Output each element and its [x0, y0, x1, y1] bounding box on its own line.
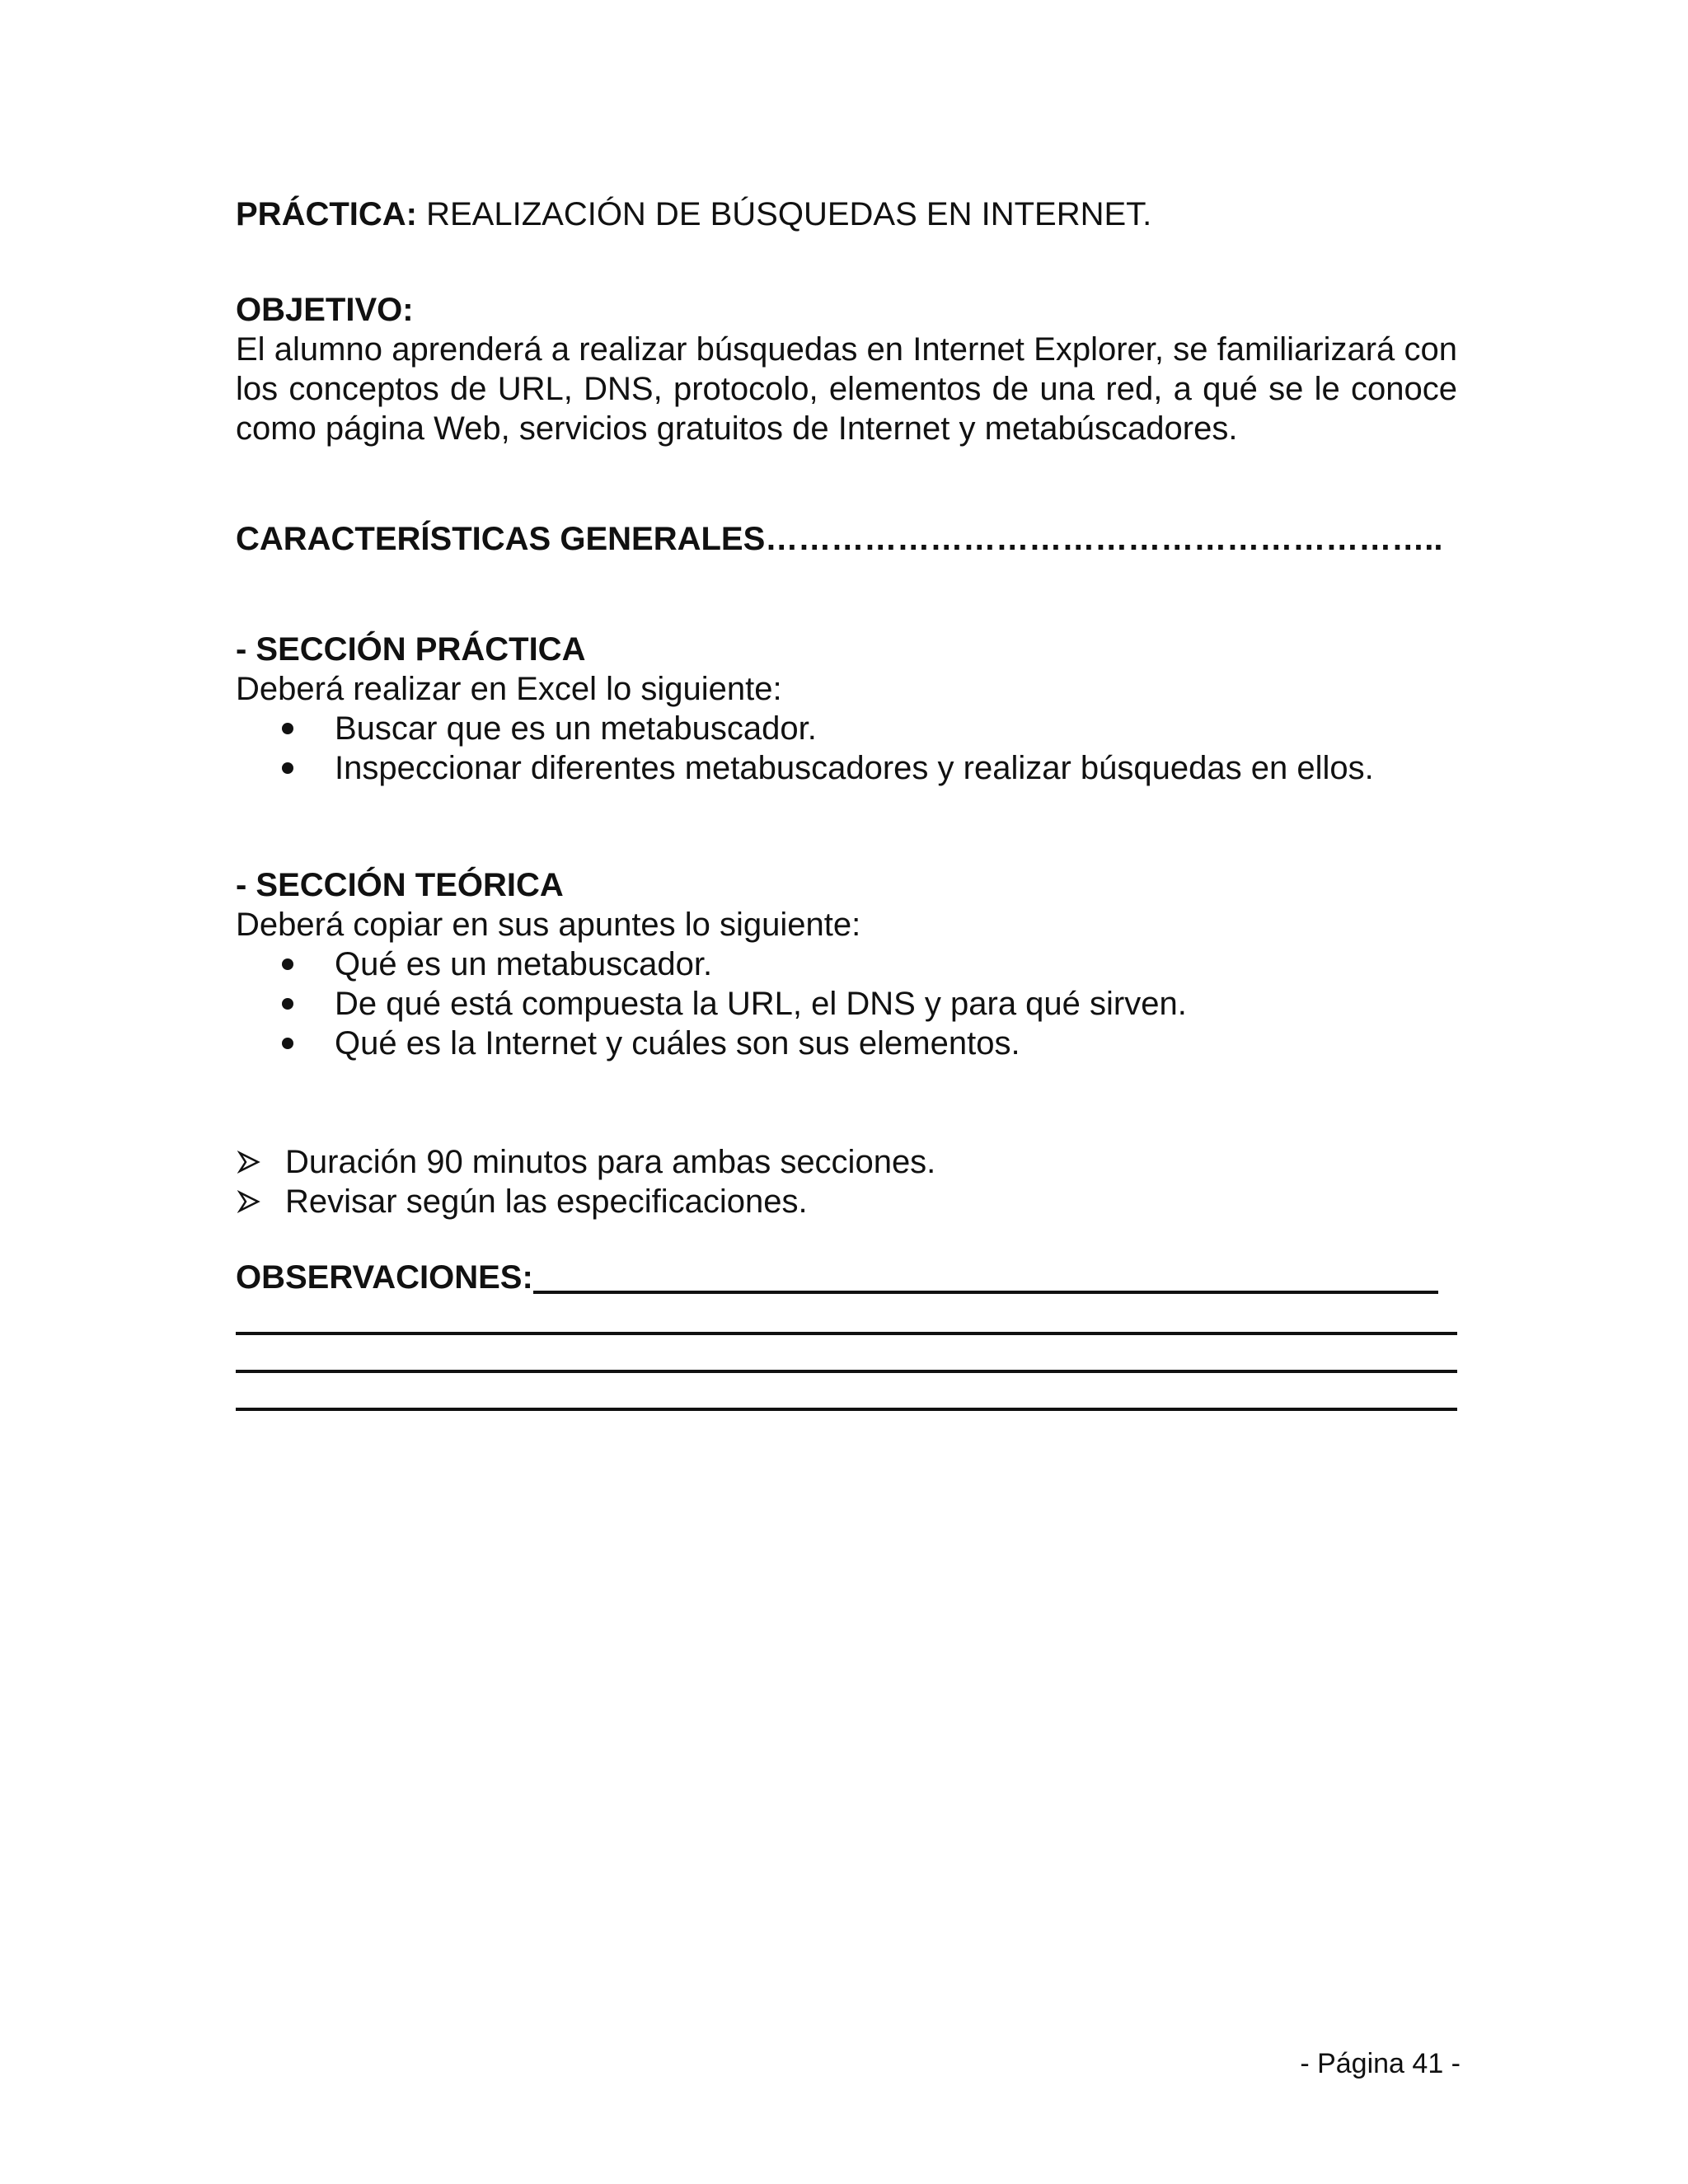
- practical-section-intro: Deberá realizar en Excel lo siguiente:: [236, 671, 782, 707]
- observations-blank-line: [236, 1297, 1457, 1335]
- objective-heading: OBJETIVO:: [236, 292, 414, 328]
- observations-label: OBSERVACIONES:: [236, 1259, 533, 1296]
- observations-blank-line: [236, 1373, 1457, 1411]
- theory-section-list: [236, 944, 1457, 1063]
- observations-blank-line: [533, 1258, 1438, 1294]
- practice-name: REALIZACIÓN DE BÚSQUEDAS EN INTERNET.: [416, 196, 1152, 232]
- bullet-icon: [282, 1038, 293, 1049]
- list-item: [282, 984, 1457, 1024]
- list-item: [282, 709, 1457, 748]
- objective-text: El alumno aprenderá a realizar búsquedas en Internet Explorer, se familiarizará con los conceptos de URL, DNS, protocolo, elementos de una red, a qué se le conoce como página Web, servicios gratuitos de Internet y metabúscadores.: [236, 331, 1457, 447]
- list-item-text: Inspeccionar diferentes metabuscadores y realizar búsquedas en ellos.: [335, 750, 1374, 786]
- bullet-icon: [282, 998, 293, 1010]
- list-item-text: Buscar que es un metabuscador.: [335, 710, 817, 747]
- list-item: [236, 1142, 1457, 1182]
- observations-row: [236, 1258, 1457, 1297]
- practice-label: PRÁCTICA:: [236, 196, 417, 232]
- observations-blank-line: [236, 1335, 1457, 1373]
- arrowhead-bullet-icon: [237, 1190, 260, 1213]
- document-body: [236, 191, 1457, 1411]
- practical-section-list: [236, 709, 1457, 788]
- list-item: [236, 1182, 1457, 1221]
- list-item-text: De qué está compuesta la URL, el DNS y para qué sirven.: [335, 986, 1187, 1022]
- general-characteristics-heading: CARACTERÍSTICAS GENERALES……………………………………………………..: [236, 521, 1443, 557]
- theory-section-intro: Deberá copiar en sus apuntes lo siguiente:: [236, 907, 861, 943]
- list-item-text: Revisar según las especificaciones.: [285, 1183, 808, 1220]
- list-item: [282, 944, 1457, 984]
- list-item-text: Qué es un metabuscador.: [335, 946, 713, 982]
- practice-title: [236, 191, 1457, 237]
- bullet-icon: [282, 958, 293, 970]
- list-item: [282, 748, 1457, 788]
- bullet-icon: [282, 723, 293, 734]
- list-item: [282, 1024, 1457, 1063]
- practical-section-heading: - SECCIÓN PRÁCTICA: [236, 631, 586, 668]
- list-item-text: Duración 90 minutos para ambas secciones.: [285, 1144, 936, 1180]
- theory-section-heading: - SECCIÓN TEÓRICA: [236, 867, 564, 903]
- notes-list: [236, 1142, 1457, 1221]
- bullet-icon: [282, 762, 293, 774]
- list-item-text: Qué es la Internet y cuáles son sus elementos.: [335, 1025, 1020, 1062]
- arrowhead-bullet-icon: [237, 1151, 260, 1174]
- page-number: - Página 41 -: [1300, 2048, 1461, 2079]
